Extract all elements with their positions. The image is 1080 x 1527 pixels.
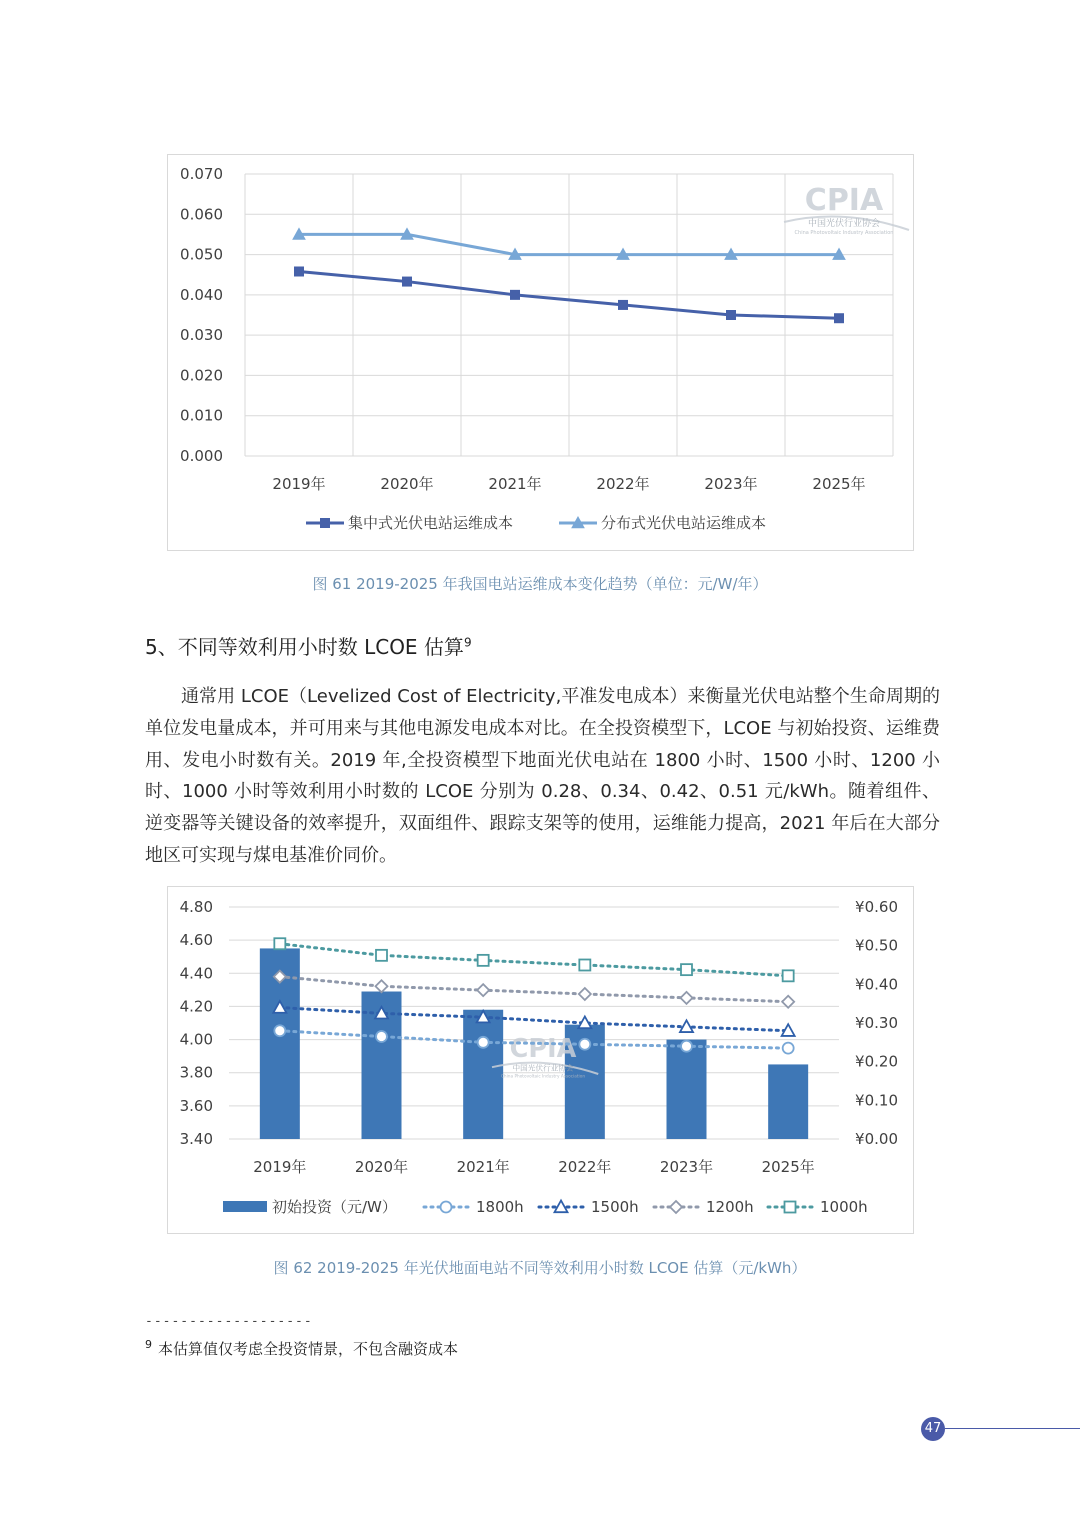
chart1-xtick-label: 2021年 — [488, 475, 542, 493]
chart1-ytick-label: 0.060 — [180, 205, 223, 224]
section-heading-text: 5、不同等效利用小时数 LCOE 估算 — [145, 635, 464, 659]
cpia-logo-text: CPIA — [509, 1034, 577, 1064]
figure-caption-61: 图 61 2019-2025 年我国电站运维成本变化趋势（单位：元/W/年） — [312, 575, 768, 593]
chart2-line-1000h-point — [478, 955, 489, 966]
chart1-svg — [168, 155, 915, 552]
chart2-line-1200h-point — [477, 984, 489, 996]
chart1-ytick-label: 0.070 — [180, 165, 223, 183]
chart2-legend — [223, 1198, 868, 1216]
cpia-logo-text: CPIA — [804, 183, 884, 218]
chart1-ytick-label: 0.030 — [180, 326, 223, 345]
chart2-xtick-label: 2019年 — [253, 1158, 307, 1176]
chart2-line-1800h-point — [681, 1041, 692, 1052]
cpia-org-name: 中国光伏行业协会 — [807, 219, 881, 229]
chart2-legend-marker-1000h — [785, 1202, 796, 1213]
chart1-legend-marker-1 — [321, 519, 330, 528]
chart2-bar-6 — [768, 1064, 808, 1139]
chart2-xtick-label: 2025年 — [761, 1158, 815, 1176]
footnote-marker: 9 — [145, 1338, 152, 1351]
chart1-legend-label-2: 分布式光伏电站运维成本 — [601, 514, 767, 532]
chart2-ytick-left-label: 4.80 — [179, 898, 213, 916]
chart1-series-1-point — [619, 300, 628, 309]
chart2-ytick-left-label: 4.40 — [179, 964, 213, 983]
chart2-xtick-label: 2022年 — [558, 1158, 612, 1176]
chart2-ytick-right-label: ¥0.40 — [855, 975, 898, 994]
chart2-ytick-left-label: 3.60 — [179, 1096, 213, 1115]
chart2-legend-label-1200h: 1200h — [706, 1198, 754, 1216]
chart1-gridlines — [245, 174, 893, 456]
chart2-xtick-label: 2020年 — [354, 1158, 409, 1176]
chart1-xtick-label: 2025年 — [812, 475, 866, 493]
chart1-ytick-label: 0.000 — [180, 447, 223, 465]
chart2-legend-label-1800h: 1800h — [476, 1198, 524, 1216]
chart1-ytick-label: 0.050 — [180, 245, 223, 264]
chart1-ytick-label: 0.010 — [180, 406, 223, 425]
chart1-xtick-label: 2023年 — [704, 475, 758, 493]
chart1-frame — [167, 154, 914, 551]
chart2-legend-label-1000h: 1000h — [820, 1198, 868, 1216]
chart2-line-1200h-point — [681, 992, 693, 1004]
chart1-legend-label-1: 集中式光伏电站运维成本 — [348, 514, 514, 532]
chart2-line-1800h-point — [274, 1025, 285, 1036]
chart1-xtick-label: 2019年 — [272, 475, 326, 493]
chart2-legend-label-1500h: 1500h — [591, 1198, 639, 1216]
chart2-line-1200h — [280, 977, 788, 1002]
chart2-gridlines — [229, 907, 839, 1139]
chart2-ytick-right-label: ¥0.60 — [855, 898, 898, 916]
chart2-ytick-left-label: 4.60 — [179, 931, 213, 950]
chart2-ytick-right-label: ¥0.50 — [855, 936, 898, 955]
chart1-ytick-label: 0.040 — [180, 285, 223, 304]
chart1-series-1-point — [295, 267, 304, 276]
chart2-line-1000h-point — [579, 960, 590, 971]
chart2-bar-3 — [463, 1010, 503, 1139]
chart2-ytick-left-label: 4.00 — [179, 1030, 213, 1049]
chart2-legend-marker-1500h — [555, 1201, 568, 1213]
chart2-ytick-left-label: 3.80 — [179, 1063, 213, 1082]
page-number-rule — [945, 1428, 1080, 1429]
chart2-ytick-right-label: ¥0.20 — [855, 1052, 898, 1071]
chart2-line-1000h-point — [376, 950, 387, 961]
chart2-line-1500h — [280, 1008, 788, 1031]
chart1-legend — [306, 514, 766, 532]
chart1-series-1-point — [511, 290, 520, 299]
footnote-text: 本估算值仅考虑全投资情景，不包含融资成本 — [158, 1340, 459, 1358]
chart2-line-1500h-point — [680, 1020, 693, 1032]
chart2-xtick-label: 2021年 — [456, 1158, 510, 1176]
chart2-bar-5 — [667, 1040, 707, 1139]
chart2-line-1800h-point — [478, 1037, 489, 1048]
chart2-line-1800h-point — [783, 1043, 794, 1054]
chart2-ytick-right-label: ¥0.00 — [855, 1130, 898, 1148]
chart2-line-1200h-point — [376, 980, 388, 992]
chart1-xtick-label: 2022年 — [596, 475, 650, 493]
footnote — [145, 1338, 458, 1359]
chart1-series-1-point — [403, 277, 412, 286]
chart2-line-1800h-point — [579, 1039, 590, 1050]
chart2-ytick-left-label: 4.20 — [179, 997, 213, 1016]
chart2-legend-marker-1200h — [670, 1201, 682, 1213]
chart2-line-1000h — [280, 944, 788, 976]
chart2-svg — [168, 887, 915, 1235]
chart2-ytick-left-label: 3.40 — [179, 1130, 213, 1148]
page-number: 47 — [921, 1417, 945, 1441]
chart2-line-1000h-point — [681, 964, 692, 975]
cpia-org-name-en: China Photovoltaic Industry Association — [500, 1074, 586, 1080]
footnote-rule: ------------------- — [145, 1314, 313, 1329]
body-paragraph-text: 通常用 LCOE（Levelized Cost of Electricity,平准发电成本）来衡量光伏电站整个生命周期的单位发电量成本，并可用来与其他电源发电成本对比。在全投资模型下，LCOE 与初始投资、运维费用、发电小时数有关。2019 年,全投资模型下地面光伏电站在 1800 小时、1500 小时、1200 小时、1000 小时等效利用小时数的 LCOE 分别为 0.28、0.34、0.42、0.51 元/kWh。随着组件、逆变器等关键设备的效率提升，双面组件、跟踪支架等的使用，运维能力提高，2021 年后在大部分地区可实现与煤电基准价同价。 — [145, 686, 940, 866]
chart2-ytick-right-label: ¥0.10 — [855, 1091, 898, 1110]
chart1-ytick-label: 0.020 — [180, 366, 223, 385]
chart2-legend-bar-label: 初始投资（元/W） — [272, 1198, 397, 1216]
chart1-series-1-point — [727, 311, 736, 320]
chart2-frame — [167, 886, 914, 1234]
chart1-series-1-point — [835, 314, 844, 323]
section-heading-footnote-ref: 9 — [463, 635, 472, 650]
section-heading — [145, 631, 472, 660]
chart2-line-1000h-point — [274, 938, 285, 949]
chart2-line-1000h-point — [783, 970, 794, 981]
cpia-org-name-en: China Photovoltaic Industry Association — [794, 230, 894, 236]
chart2-ytick-right-label: ¥0.30 — [855, 1014, 898, 1032]
chart2-line-1200h-point — [579, 988, 591, 1000]
chart2-legend-marker-1800h — [441, 1202, 452, 1213]
cpia-watermark-1 — [784, 183, 909, 236]
chart1-xtick-label: 2020年 — [380, 475, 434, 493]
chart2-xtick-label: 2023年 — [659, 1158, 714, 1176]
body-paragraph — [145, 681, 940, 872]
figure-caption-62: 图 62 2019-2025 年光伏地面电站不同等效利用小时数 LCOE 估算（元/kWh） — [273, 1259, 807, 1277]
chart2-line-1800h-point — [376, 1031, 387, 1042]
chart2-legend-bar-swatch — [223, 1201, 267, 1212]
cpia-org-name: 中国光伏行业协会 — [512, 1063, 574, 1073]
